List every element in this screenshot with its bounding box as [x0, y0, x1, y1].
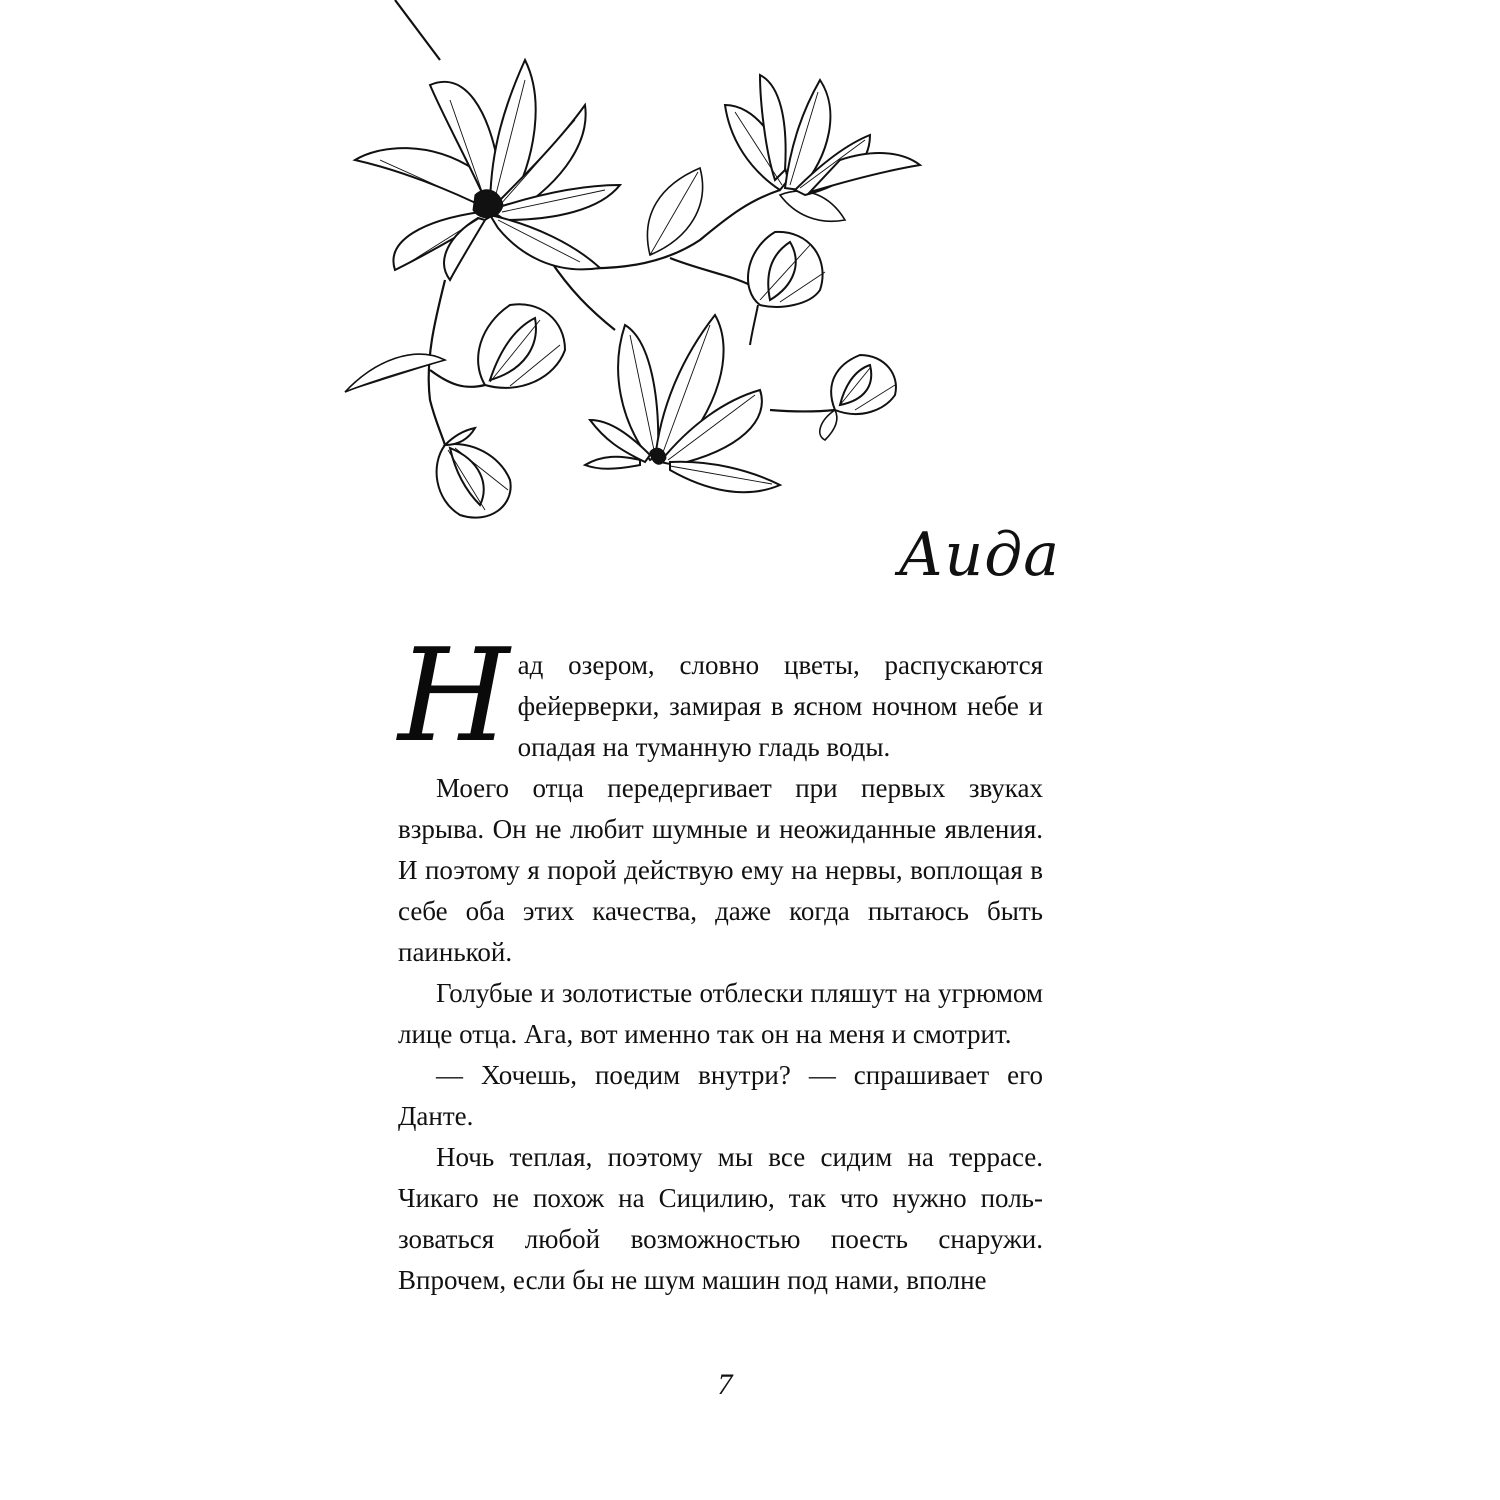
- leaf: [780, 191, 845, 221]
- leaf: [345, 354, 445, 392]
- paragraph-dialogue: — Хочешь, поедим внутри? — спрашивает его Данте.: [398, 1060, 1043, 1131]
- magnolia-bud: [831, 355, 896, 414]
- magnolia-bud: [437, 428, 511, 518]
- chapter-body: [398, 622, 1043, 1301]
- paragraph-5: Ночь теплая, поэтому мы все сидим на террасе. Чикаго не похож на Сицилию, так что нужно пользоваться любой возможностью поесть снаружи. Впрочем, если бы не шум машин под нами, вполне: [398, 1142, 1043, 1295]
- leaf: [820, 410, 837, 440]
- paragraph-1: [398, 622, 1043, 771]
- chapter-title: Аида: [898, 520, 1060, 590]
- paragraph-2: Моего отца передергивает при первых звуках взрыва. Он не любит шумные и неожиданные явления. И поэтому я порой действую ему на нервы, воплощая в себе оба этих качества, даже когда пытаюсь быть паинькой.: [398, 773, 1043, 967]
- open-flower: [355, 60, 620, 280]
- paragraph-text: ад озером, словно цветы, распускаются фейерверки, замирая в ясном ночном небе и опадая на туманную гладь воды.: [517, 650, 1043, 762]
- page-number: 7: [717, 1368, 733, 1401]
- magnolia-branch-illustration: [340, 0, 940, 540]
- magnolia-bud: [478, 304, 565, 388]
- magnolia-bud: [748, 232, 825, 345]
- paragraph-3: Голубые и золотистые отблески пляшут на угрюмом лице отца. Ага, вот именно так он на меня и смотрит.: [398, 978, 1043, 1049]
- magnolia-flower-top-right: [725, 75, 920, 195]
- drop-cap: Н: [398, 622, 510, 771]
